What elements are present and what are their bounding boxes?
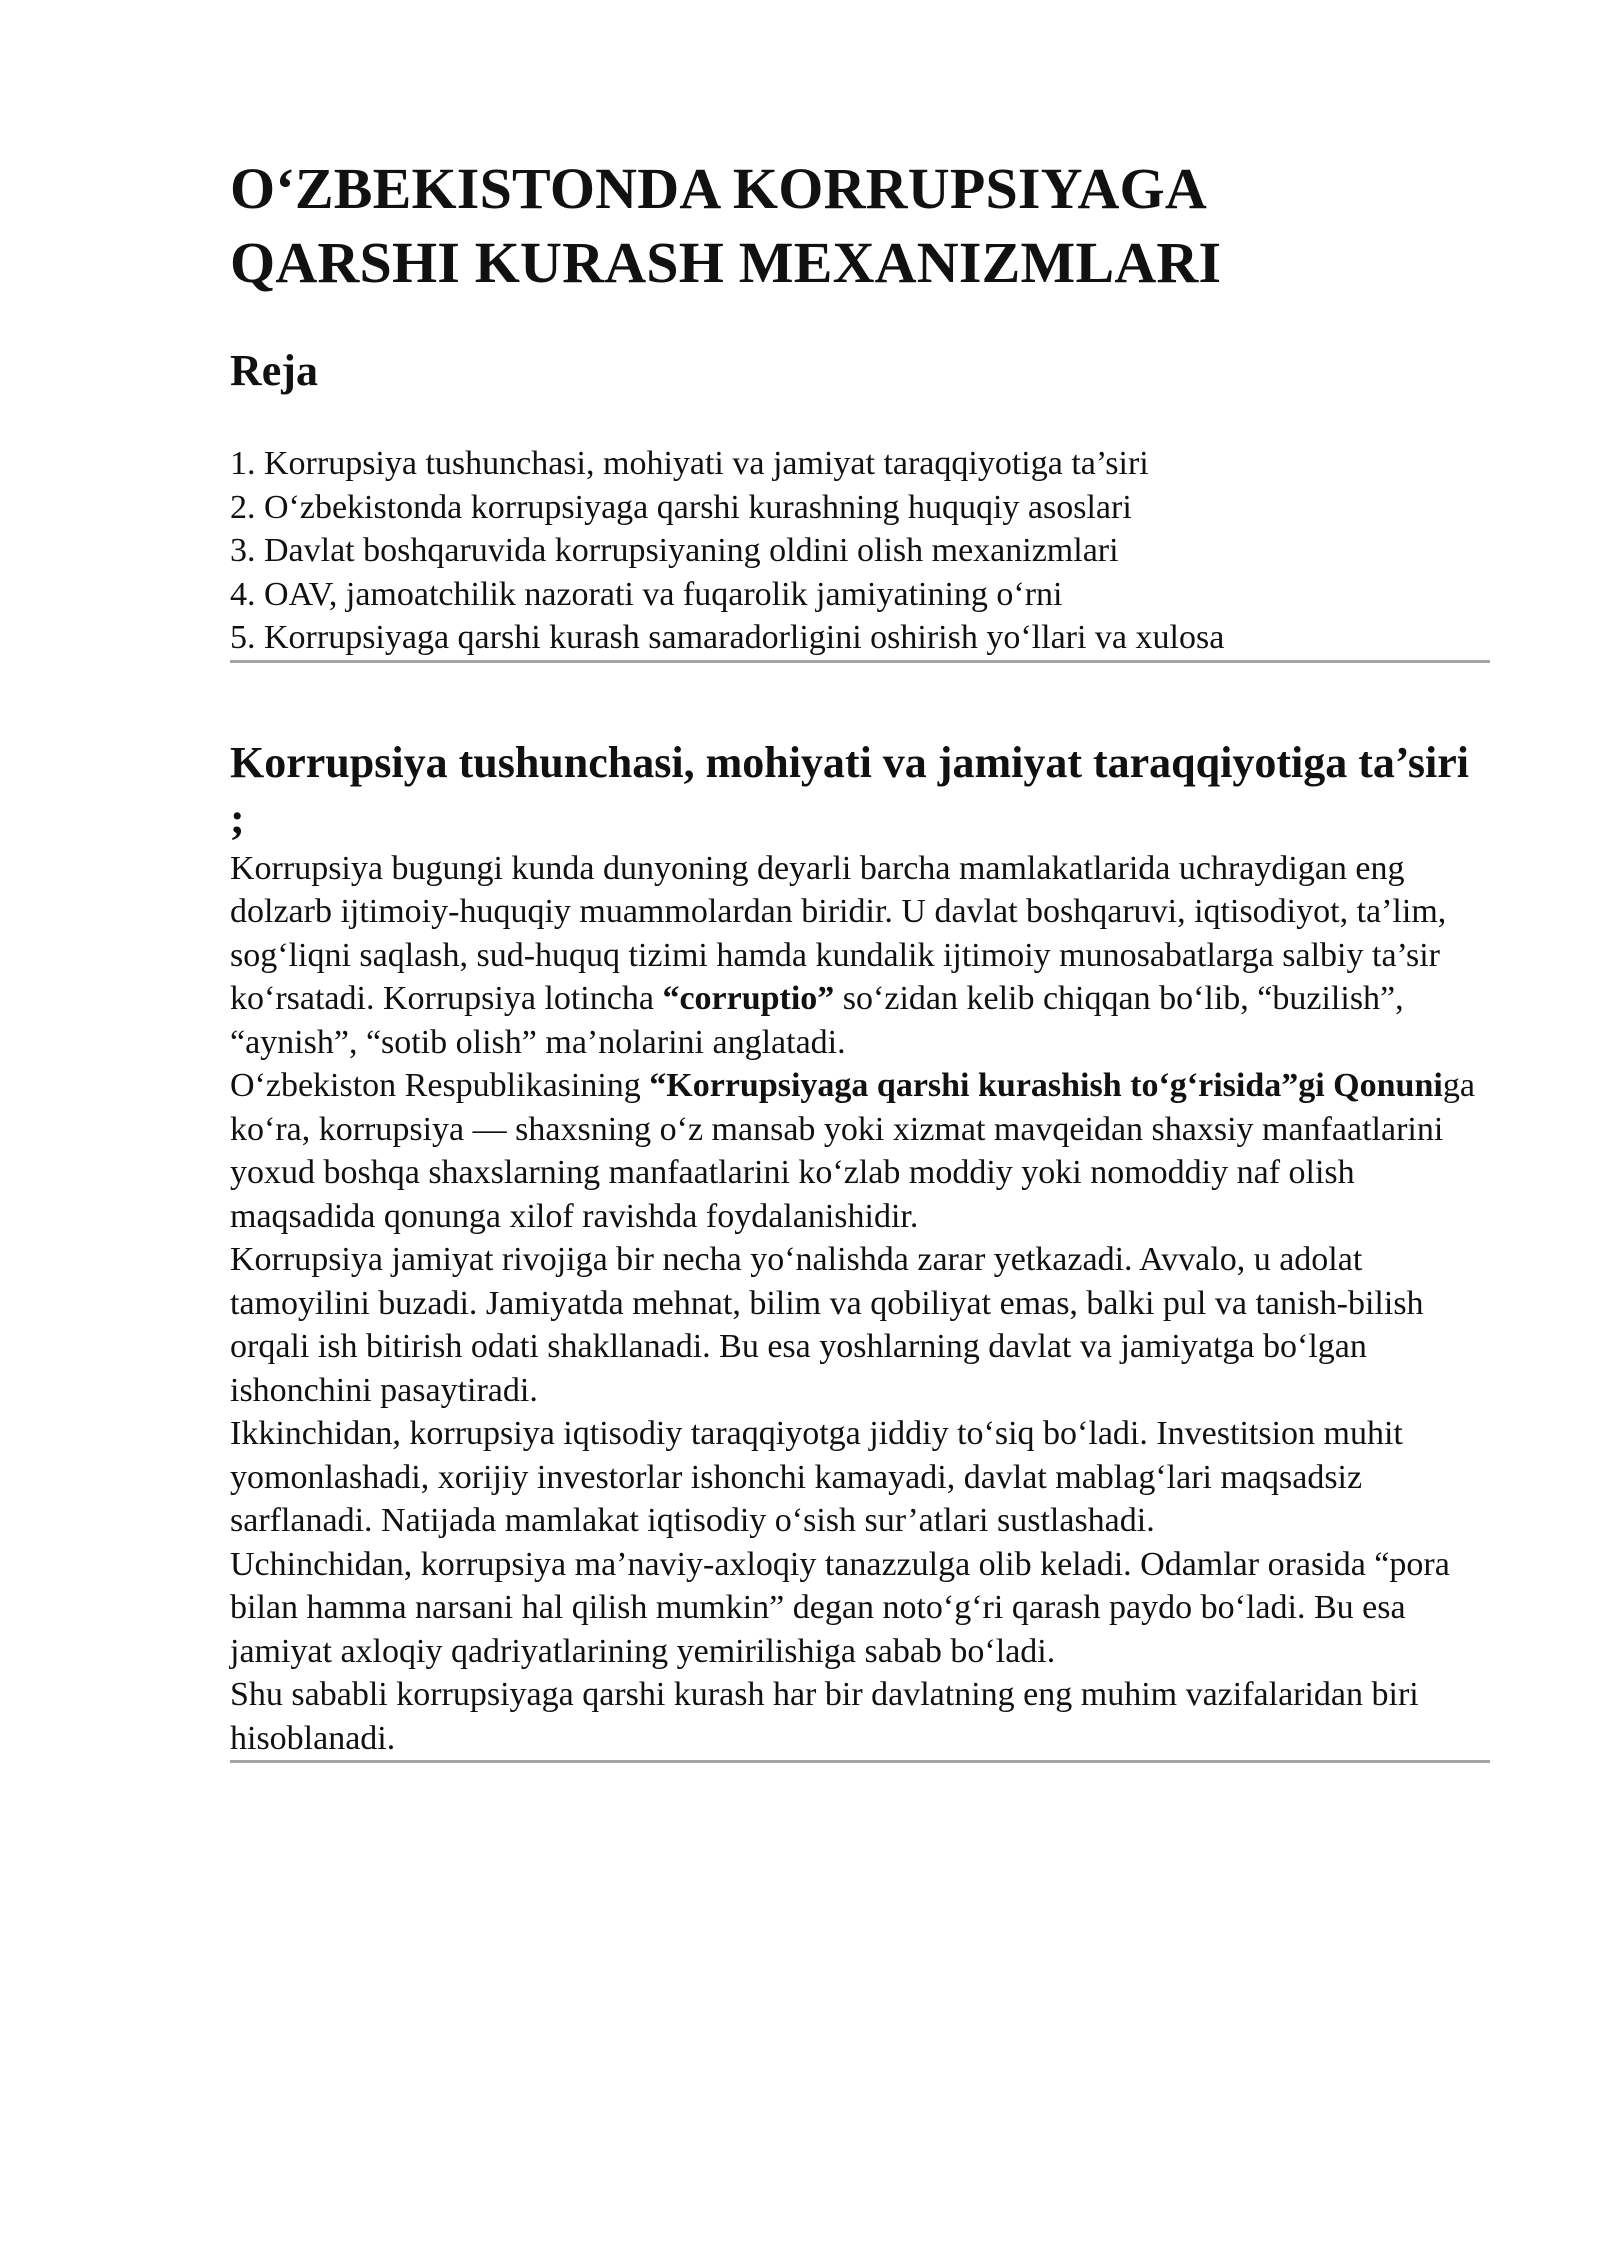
title-line-1: O‘ZBEKISTONDA KORRUPSIYAGA — [230, 156, 1207, 221]
section-heading: Korrupsiya tushunchasi, mohiyati va jamiyat taraqqiyotiga ta’siri ; — [230, 737, 1469, 843]
latin-term: “corruptio” — [662, 980, 835, 1017]
paragraph-text: ga ko‘ra, korrupsiya — shaxsning o‘z mansab yoki xizmat mavqeidan shaxsiy manfaatlarini yoxud boshqa shaxslarning manfaatlarini ko‘zlab moddiy yoki nomoddiy naf olish maqsadida qonunga xilof ravishda foydalanishidir. — [230, 1067, 1475, 1235]
plan-item: 3. Davlat boshqaruvida korrupsiyaning oldini olish mexanizmlari — [230, 532, 1119, 569]
section-divider — [230, 1760, 1490, 1763]
plan-item: 4. OAV, jamoatchilik nazorati va fuqarolik jamiyatining o‘rni — [230, 575, 1063, 613]
paragraph-definition-origin — [230, 847, 1490, 1065]
paragraph-morality: Uchinchidan, korrupsiya ma’naviy-axloqiy tanazzulga olib keladi. Odamlar orasida “pora bilan hamma narsani hal qilish mumkin” degan noto‘g‘ri qarash paydo bo‘ladi. Bu esa jamiyat axloqiy qadriyatlarining yemirilishiga sabab bo‘ladi. — [230, 1545, 1450, 1670]
paragraph-justice: Korrupsiya jamiyat rivojiga bir necha yo‘nalishda zarar yetkazadi. Avvalo, u adolat tamoyilini buzadi. Jamiyatda mehnat, bilim va qobiliyat emas, balki pul va tanish-bilish orqali ish bitirish odati shakllanadi. Bu esa yoshlarning davlat va jamiyatga bo‘lgan ishonchini pasaytiradi. — [230, 1241, 1424, 1409]
paragraph-text: so‘zidan kelib chiqqan bo‘lib, “buzilish”, “aynish”, “sotib olish” ma’nolarini anglatadi. — [230, 980, 1404, 1061]
paragraph-text: Korrupsiya bugungi kunda dunyoning deyarli barcha mamlakatlarida uchraydigan eng dolzarb ijtimoiy-huquqiy muammolardan biridir. U davlat boshqaruvi, iqtisodiyot, ta’lim, sog‘liqni saqlash, sud-huquq tizimi hamda kundalik ijtimoiy munosabatlarga salbiy ta’sir ko‘rsatadi. Korrupsiya lotincha — [230, 849, 1447, 1017]
paragraph-conclusion: Shu sababli korrupsiyaga qarshi kurash har bir davlatning eng muhim vazifalaridan biri hisoblanadi. — [230, 1676, 1419, 1757]
law-name: “Korrupsiyaga qarshi kurashish to‘g‘risida”gi Qonuni — [649, 1067, 1443, 1104]
plan-heading: Reja — [230, 346, 318, 395]
plan-list — [230, 442, 1490, 660]
plan-item: 5. Korrupsiyaga qarshi kurash samaradorligini oshirish yo‘llari va xulosa — [230, 619, 1225, 656]
plan-item: 2. O‘zbekistonda korrupsiyaga qarshi kurashning huquqiy asoslari — [230, 488, 1132, 526]
title-line-2: QARSHI KURASH MEXANIZMLARI — [230, 230, 1222, 295]
document-content — [230, 152, 1490, 1763]
paragraph-economy: Ikkinchidan, korrupsiya iqtisodiy taraqqiyotga jiddiy to‘siq bo‘ladi. Investitsion muhit yomonlashadi, xorijiy investorlar ishonchi kamayadi, davlat mablag‘lari maqsadsiz sarflanadi. Natijada mamlakat iqtisodiy o‘sish sur’atlari sustlashadi. — [230, 1415, 1403, 1539]
document-title — [230, 152, 1490, 300]
plan-item: 1. Korrupsiya tushunchasi, mohiyati va jamiyat taraqqiyotiga ta’siri — [230, 445, 1149, 482]
section-divider — [230, 660, 1490, 663]
paragraph-text: O‘zbekiston Respublikasining — [230, 1067, 650, 1104]
paragraph-legal-definition — [230, 1064, 1490, 1238]
